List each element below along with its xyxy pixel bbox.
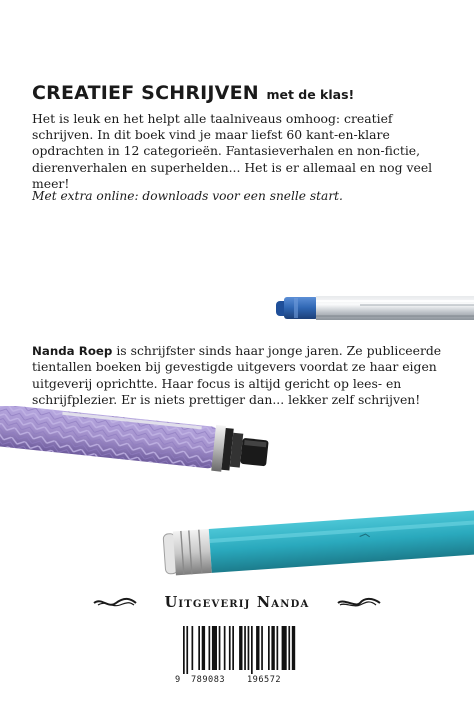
barcode-bar bbox=[198, 626, 200, 670]
barcode-bar bbox=[288, 626, 290, 670]
heading-title: CREATIEF SCHRIJVEN bbox=[32, 82, 259, 104]
barcode-bar bbox=[232, 626, 234, 670]
barcode-digit-prefix: 9 bbox=[175, 675, 181, 685]
barcode-bar bbox=[186, 626, 188, 674]
barcode-bar bbox=[219, 626, 221, 670]
barcode-bar bbox=[256, 626, 259, 670]
barcode-bar bbox=[282, 626, 287, 670]
heading-subtitle: met de klas! bbox=[266, 87, 355, 102]
author-bio bbox=[32, 343, 452, 409]
barcode-bar bbox=[277, 626, 279, 670]
online-note: Met extra online: downloads voor een snelle start. bbox=[32, 189, 343, 203]
ballpoint-pen-illustration bbox=[270, 291, 474, 325]
barcode-bar bbox=[239, 626, 242, 670]
barcode-digits-group-2: 196572 bbox=[247, 675, 282, 685]
barcode-bar bbox=[251, 626, 253, 674]
teal-pencil-illustration bbox=[160, 510, 474, 576]
barcode-bar bbox=[192, 626, 194, 670]
author-name: Nanda Roep bbox=[32, 344, 113, 358]
isbn-barcode bbox=[173, 624, 301, 690]
publisher-name: Uitgeverij Nanda bbox=[164, 594, 310, 611]
barcode-bar bbox=[248, 626, 250, 670]
barcode-bar bbox=[261, 626, 263, 670]
barcode-digits-group-1: 789083 bbox=[191, 675, 226, 685]
barcode-bar bbox=[202, 626, 205, 670]
barcode-bar bbox=[212, 626, 217, 670]
back-cover-heading bbox=[32, 82, 452, 104]
intro-paragraph: Het is leuk en het helpt alle taalniveaus omhoog: creatief schrijven. In dit boek vind je maar liefst 60 kant-en-klare opdrachten in 12 categorieën. Fantasieverhalen en non-fictie, dierenverhalen en superhelden... Het is er allemaal en nog veel meer! bbox=[32, 111, 433, 191]
flourish-right-ornament bbox=[336, 596, 382, 610]
barcode-bar bbox=[209, 626, 211, 670]
barcode-bar bbox=[229, 626, 231, 670]
publisher-imprint bbox=[0, 588, 474, 618]
barcode-bar bbox=[183, 626, 185, 674]
barcode-bar bbox=[268, 626, 270, 670]
barcode-bar bbox=[292, 626, 295, 670]
barcode-bar bbox=[271, 626, 274, 670]
barcode-bar bbox=[224, 626, 226, 670]
barcode-bar bbox=[244, 626, 246, 670]
flourish-left-ornament bbox=[92, 596, 138, 610]
barcode-graphic bbox=[173, 624, 301, 676]
author-bio-text: is schrijfster sinds haar jonge jaren. Ze publiceerde tientallen boeken bij gevestigde uitgevers voordat ze haar eigen uitgeverij oprichtte. Haar focus is altijd gericht op lees- en schrijfplezier. Er is niets prettiger dan... lekker zelf schrijven! bbox=[32, 343, 442, 408]
purple-pen-illustration bbox=[0, 406, 272, 474]
